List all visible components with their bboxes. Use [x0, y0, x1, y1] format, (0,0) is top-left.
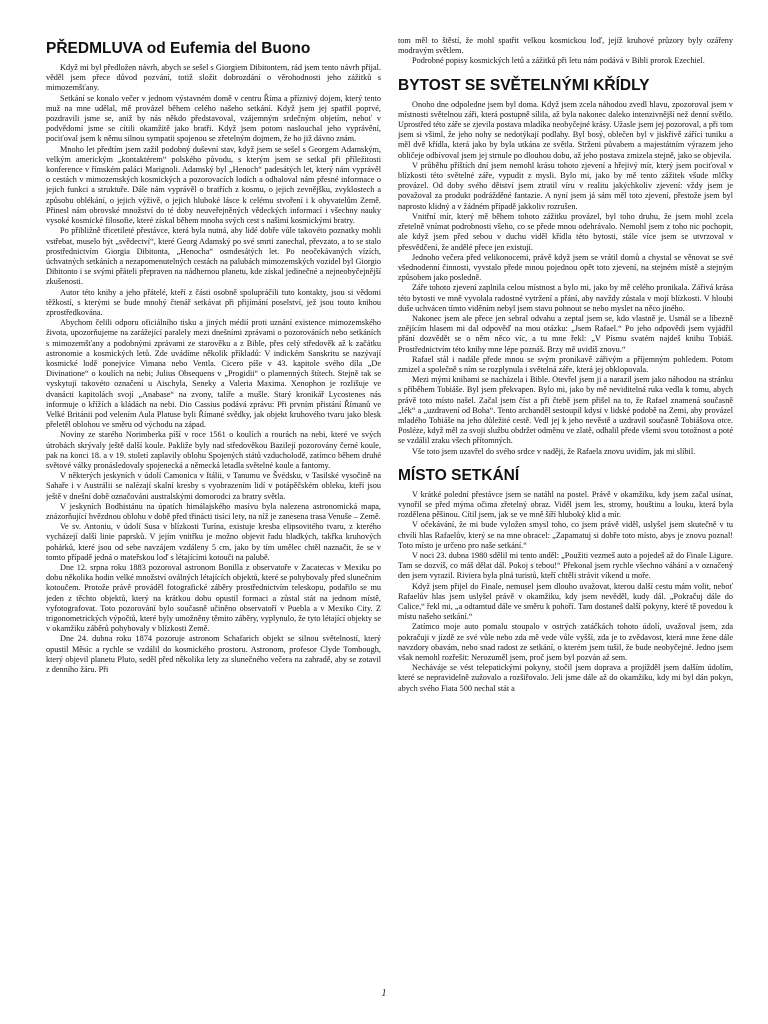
- paragraph: Rafael stál i nadále přede mnou se svým pronikavě zářivým a příjemným pohledem. Potom zmizel a společně s ním se rozplynula i světelná záře, která jej obklopovala.: [398, 354, 733, 374]
- paragraph: V některých jeskyních v údolí Camonica v Itálii, v Tanumu ve Švédsku, v Tasilské vysočině na Sahaře i v Austrálii se nalézají skalní kresby s vyobrazením lidí v potápěčském obleku, kteří jsou ještě v dnešní době označováni australskými domorodci za bratry světla.: [46, 471, 381, 501]
- paragraph: Dne 24. dubna roku 1874 pozoruje astronom Schafarich objekt se silnou světelností, který opustil Měsíc a rychle se vzdálil do kosmického prostoru. Astronom, profesor Clyde Tombough, který objevil planetu Pluto, seděl před několika lety za slunečného večera na zahradě, aby se zotavil z denního žáru. Při: [46, 634, 381, 675]
- paragraph: Ve sv. Antoniu, v údolí Susa v blízkosti Turína, existuje kresba elipsovitého tvaru, z kterého vycházejí další linie paprsků. V jejím vnitřku je možno objevit řadu hladkých, takřka kruhových pohárků, které jsou od sebe navzájem vzdáleny 5 cm, jako by tím umělec chtěl naznačit, že se v tomto případě jedná o mateřskou loď s létajícími kotouči na palubě.: [46, 522, 381, 562]
- paragraph: Zatímco moje auto pomalu stoupalo v ostrých zatáčkách tohoto údolí, uvažoval jsem, zda pokračuji v jízdě ze své vůle nebo zda mě vede vůle vyšší, zda je to zvědavost, která mne žene dále navzdory obavám, nebo snad radost ze setkání, o kterém jsem tušil, že bude neobyčejné. Jedno jsem však nemohl rozřešit: Nerozuměl jsem, proč jsem byl pozván až sem.: [398, 622, 733, 663]
- document-page: [46, 36, 733, 988]
- paragraph: V očekávání, že mi bude vyložen smysl toho, co jsem právě viděl, uslyšel jsem skutečně v tu chvíli hlas Rafaelův, který se na mne obracel: „Zapamatuj si dobře toto místo, abys je znovu poznal! Toto místo je určeno pro naše setkání.“: [398, 520, 733, 550]
- section-body-light-wings: [398, 100, 733, 457]
- paragraph: Jednoho večera před velikonocemi, právě když jsem se vrátil domů a chystal se věnovat se své všednodenní činnosti, vyvstalo přede mnou pojednou opět toto zjevení, na stejném místě a stejným způsobem jako posledně.: [398, 252, 733, 283]
- paragraph: Setkání se konalo večer v jednom výstavném domě v centru Říma a příznivý dojem, který tento muž na mne udělal, mě provázel během celého našeho setkání. Když jsem jej spatřil poprvé, pozdravili jsme se, aniž by nás někdo představoval, vzájemným srdečným objetím, neboť v podvědomí jsme se cítili okamžitě jako bratři. Když jsem potom naslouchal jeho vyprávění, pociťoval jsem k němu silnou sympatii spojenou se zřetelným dojmem, že ho již dávno znám.: [46, 93, 381, 144]
- paragraph: Podrobné popisy kosmických letů a zážitků při letu nám podává v Bibli prorok Ezechiel.: [412, 56, 705, 66]
- paragraph: Mezi mými knihami se nacházela i Bible. Otevřel jsem ji a narazil jsem jako náhodou na stránku s příběhem Tobiáše. Byl jsem překvapen. Bylo mi, jako by mě neviditelná ruka vedla k tomu, abych právě toto místo našel. Začal jsem číst a při čtebě jsem přišel na to, že Rafael znamená současně „lék“ a „uzdravení od Boha“. Tento archanděl sestoupil kdysi v lidské podobě na Zemi, aby provázel mladého Tobiáše na jeho důležité cestě. Vedl jej k jeho nevěstě a uzdravil současně Tobiášova otce. Posléze, když měl za svoji službu obdržet odměnu ve zlatě, odhalil přede všemi svou totožnost a poté se vzdálil zraku všech přítomných.: [398, 375, 733, 446]
- paragraph: Dne 12. srpna roku 1883 pozoroval astronom Bonilla z observatoře v Zacatecas v Mexiku po dobu několika hodin velké množství oválných létajících objektů, které se pohybovaly před slunečním kotoučem. Protože právě prováděl fotografické záběry prostřednictvím teleskopu, podařilo se mu jeden z těchto objektů, který na krátkou dobu opustil formaci a zůstal stát na jednom místě, vyfotografovat. Toto pozorování bylo současně učiněno observatoří v Puebla a v Mexiko City. Z trigonometrických výpočtů, které byly umožněny těmito záběry, vyplynulo, že tyto létající objekty se v okamžiku záběrů pohybovaly v blízkosti Země.: [46, 563, 381, 634]
- right-column: [398, 36, 733, 988]
- paragraph: Noviny ze starého Norimberka píší v roce 1561 o koulích a rourách na nebi, které ve svých útrobách skrývaly ještě další koule. Pakliže byly nad středověkou Bazilejí pozorovány černé koule, pak na konci 18. a v 19. století zaplavily oblohu Spojených států vzducholodě, zatímco během druhé světové války pronásledovaly spojenecká a německá letadla světelné koule a fantomy.: [46, 430, 381, 470]
- section-heading-meeting-place: MÍSTO SETKÁNÍ: [398, 466, 520, 484]
- preface-body: [46, 63, 381, 675]
- paragraph: Necháváje se vést telepatickými pokyny, stočil jsem doprava a projížděl jsem dalším údolím, které se nepravidelně zužovalo a rozšiřovalo. Jeli jsme dále až do okamžiku, kdy mi byl dán pokyn, abych svého Fiata 500 nechal stát a: [398, 663, 733, 693]
- paragraph: Vše toto jsem uzavřel do svého srdce v naději, že Rafaela znovu uvidím, jak mi slíbil.: [412, 446, 696, 456]
- paragraph: Abychom čelili odporu oficiálního tisku a jiných médií proti uznání existence mimozemského života, upozorňujeme na zarážející paralely mezi dnešními zprávami o pozorováních nebo setkáních s mimozemšťany a podobnými zprávami ze starověku a z Bible, přes celý středověk až k začátku astronomie a kosmických letů. Zde uvádíme několik příkladů: V indickém Sanskritu se nazývají kosmické lodě ponejvíce Vimana nebo Ventla. Cicero píše v 43. kapitole svého díla „De Divinatione“ o koulích na nebi; Julius Obsequens v „Progidii“ o plamenných štítech. Stejně tak se vyskytují takovéto označení u Aischyla, Seneky a Valeria Maxima. Xenophon je rozlišuje ve dvanácti kapitolách svojí „Anabase“ na zvony, talíře a mušle. Starý kronikář Lycostenes nás informuje o křížích a kládách na nebi. Dio Cassius podává zprávu: Při prvním přistání Římanů ve Velké Británii pod velením Aula Platuse byli Římané svědky, jak objekt kruhového tvaru jako blesk přeletěl oblohou ve směru od východu na západ.: [46, 318, 381, 430]
- paragraph: Mnoho let předtím jsem zažil podobný duševní stav, když jsem se sešel s Georgem Adamským, velkým americkým „kontaktérem“ polského původu, s kterým jsem se setkal při příležitosti konference v římském paláci Marignoli. Adamský byl „Henoch“ padesátých let, který nám vyprávěl o cestách v mimozemských kosmických a pozorovacích lodích a odhaloval nám přesné informace o jejich funkci a struktuře. Dále nám vyprávěl o bratřích z kosmu, o jejich zevnějšku, zvyklostech a způsobu oblékání, o jejich výživě, o jejich hluboké lásce k celému stvoření i k obyvatelům Země. Přinesl nám obrovské množství do té doby neuveřejněných vědeckých informací i všechny nauky vysoké kosmické filosofie, které získal během mnoha svých cest s našimi kosmickými bratry.: [46, 144, 381, 226]
- paragraph: Záře tohoto zjevení zaplnila celou místnost a bylo mi, jako by mě celého pronikala. Zářivá krása této bytosti ve mně vyvolala radostné vytržení a přání, aby navždy zůstala v mojí blízkosti. V hloubi duše uchvácen tímto viděním nebyl jsem stavu pohnout se nebo myslet na něco jiného.: [398, 283, 733, 313]
- paragraph: V jeskyních Bodhistánu na úpatích himálajského masívu byla nalezena astronomická mapa, znázorňující hvězdnou oblohu v době před třinácti tisíci lety, na níž je zanesena trasa Venuše – Země.: [46, 501, 381, 521]
- paragraph: Když jsem přijel do Finale, nemusel jsem dlouho uvažovat, kterou další cestu mám volit, neboť Rafaelův hlas jsem uslyšel právě v okamžiku, kdy jsem nevěděl, kudy dál. „Pokračuj dále do Calice,“ řekl mi, „a odtamtud dále ve směru k pohoří. Tam dostaneš další pokyny, které tě povedou k místu našeho setkání.“: [398, 581, 733, 622]
- section-heading-light-wings: BYTOST SE SVĚTELNÝMI KŘÍDLY: [398, 76, 650, 94]
- paragraph: Onoho dne odpoledne jsem byl doma. Když jsem zcela náhodou zvedl hlavu, zpozoroval jsem v místnosti světelnou záři, která postupně sílila, až byla nakonec daleko intenzivnější než denní světlo. Uprostřed této záře se zjevila postava mladíka neobyčejné krásy. Užasle jsem jej pozoroval, a při tom jsem si všiml, že jeho nohy se nedotýkají podlahy. Byl bosý, oblečen byl v jiskřivě zářící tuniku a měl dvě křídla, která jako by byla utkána ze světla. Strženi půvabem a majestátním výrazem jeho obličeje odbívoval jsem jej strnule po dlouhou dobu, až jeho postava zmizela stejně, jako se objevila.: [398, 99, 733, 160]
- paragraph: Když mi byl předložen návrh, abych se sešel s Giorgiem Dibitontem, rád jsem tento návrh přijal. věděl jsem přece důvod pozvání, totiž složit dobrozdání o věrohodnosti jeho zážitků s mimozemšťany.: [46, 63, 381, 93]
- page-number: 1: [381, 988, 387, 999]
- paragraph: Nakonec jsem ale přece jen sebral odvahu a zeptal jsem se, kdo vlastně je. Usmál se a líbezně znějícím hlasem mi dal odpověď na mou otázku: „Jsem Rafael.“ Po jeho odpovědi jsem vyjádřil přání dozvědět se o něm něco víc, a tu mne řekl: „V Písmu svatém najdeš knihu Tobiáš. Prostřednictvím této knihy mne lépe poznáš. Brzy mě uvidíš znovu.“: [398, 313, 733, 354]
- left-column: [46, 36, 381, 988]
- paragraph: Vnitřní mír, který mě během tohoto zážitku provázel, byl toho druhu, že jsem mohl zcela zřetelně vnímat podrobnosti všeho, co se přede mnou odehrávalo. Nemohl jsem z toho nic pochopit, ale když jsem před sebou v duchu viděl křídla této bytosti, stále více jsem se utvrzoval v přesvědčení, že andělé přece jen existují.: [398, 211, 733, 252]
- paragraph: V krátké polední přestávce jsem se natáhl na postel. Právě v okamžiku, kdy jsem začal usínat, vynořil se před mýma očima zřetelný obraz. Viděl jsem les, stromy, houštinu a louku, která byla rozdělena pěšinou. Cítil jsem, jak se ve mně šíří hluboký klid a mír.: [398, 489, 733, 520]
- section-body-meeting-place: [398, 490, 733, 694]
- paragraph: tom měl to štěstí, že mohl spatřit velkou kosmickou loď, jejíž kruhové průzory byly ozářeny modravým světlem.: [398, 36, 733, 56]
- preface-heading: PŘEDMLUVA od Eufemia del Buono: [46, 40, 311, 57]
- paragraph: Autor této knihy a jeho přátelé, kteří z části osobně spolupráčili tuto kontakty, jsou si vědomi těžkostí, s kterými se bude mnohý čtenář setkávat při přijímání poselství, jež jsou touto knihou zprostředkována.: [46, 287, 381, 317]
- paragraph: V průběhu příštích dní jsem nemohl krásu tohoto zjevení a hřejivý mír, který jsem pociťoval v blízkosti této světelné záře, vypudit z mysli. Bylo mi, jako by mě tento zážitek všude mlčky provázel. Od doby svého dětství jsem ztratil víru v realitu jakýchkoliv zjevení: vždy jsem je považoval za produkt podrážděné fantazie. A nyní jsem já sám měl toto zjevení, přestože jsem byl naprosto klidný a v žádném případě jakkoliv rozrušen.: [398, 160, 733, 211]
- paragraph: V noci 23. dubna 1980 sdělil mi tento anděl: „Použiti vezmeš auto a pojedeš až do Finale Ligure. Tam se dozvíš, co máš dělat dál. Pokoj s tebou!“ Překonal jsem rychle všechno váhání a v označený den jsem vyrazil. Riviera byla plná turistů, kteří chtěli strávit víkend u moře.: [398, 551, 733, 581]
- paragraph: Po přibližně třicetileté přestávce, která byla nutná, aby lidé dobře vůle takovéto poznatky mohli vstřebat, muselo být „svědectví“, které Georg Adamský po své smrti zanechal, převzato, a to se stalo prostřednictvím Giorgia Dibitonta, „Henocha“ osmdesátých let. Po neočekávaných vízích, úchvatných setkáních a nezapomenutelných cestách na palubách mimozemských vozidel byl Giorgio Dibitonto i se svými přáteli přepraven na nádhernou planetu, kde získal jedinečné a nejneobyčejnější zkušenosti.: [46, 226, 381, 287]
- preface-continuation: [398, 36, 733, 67]
